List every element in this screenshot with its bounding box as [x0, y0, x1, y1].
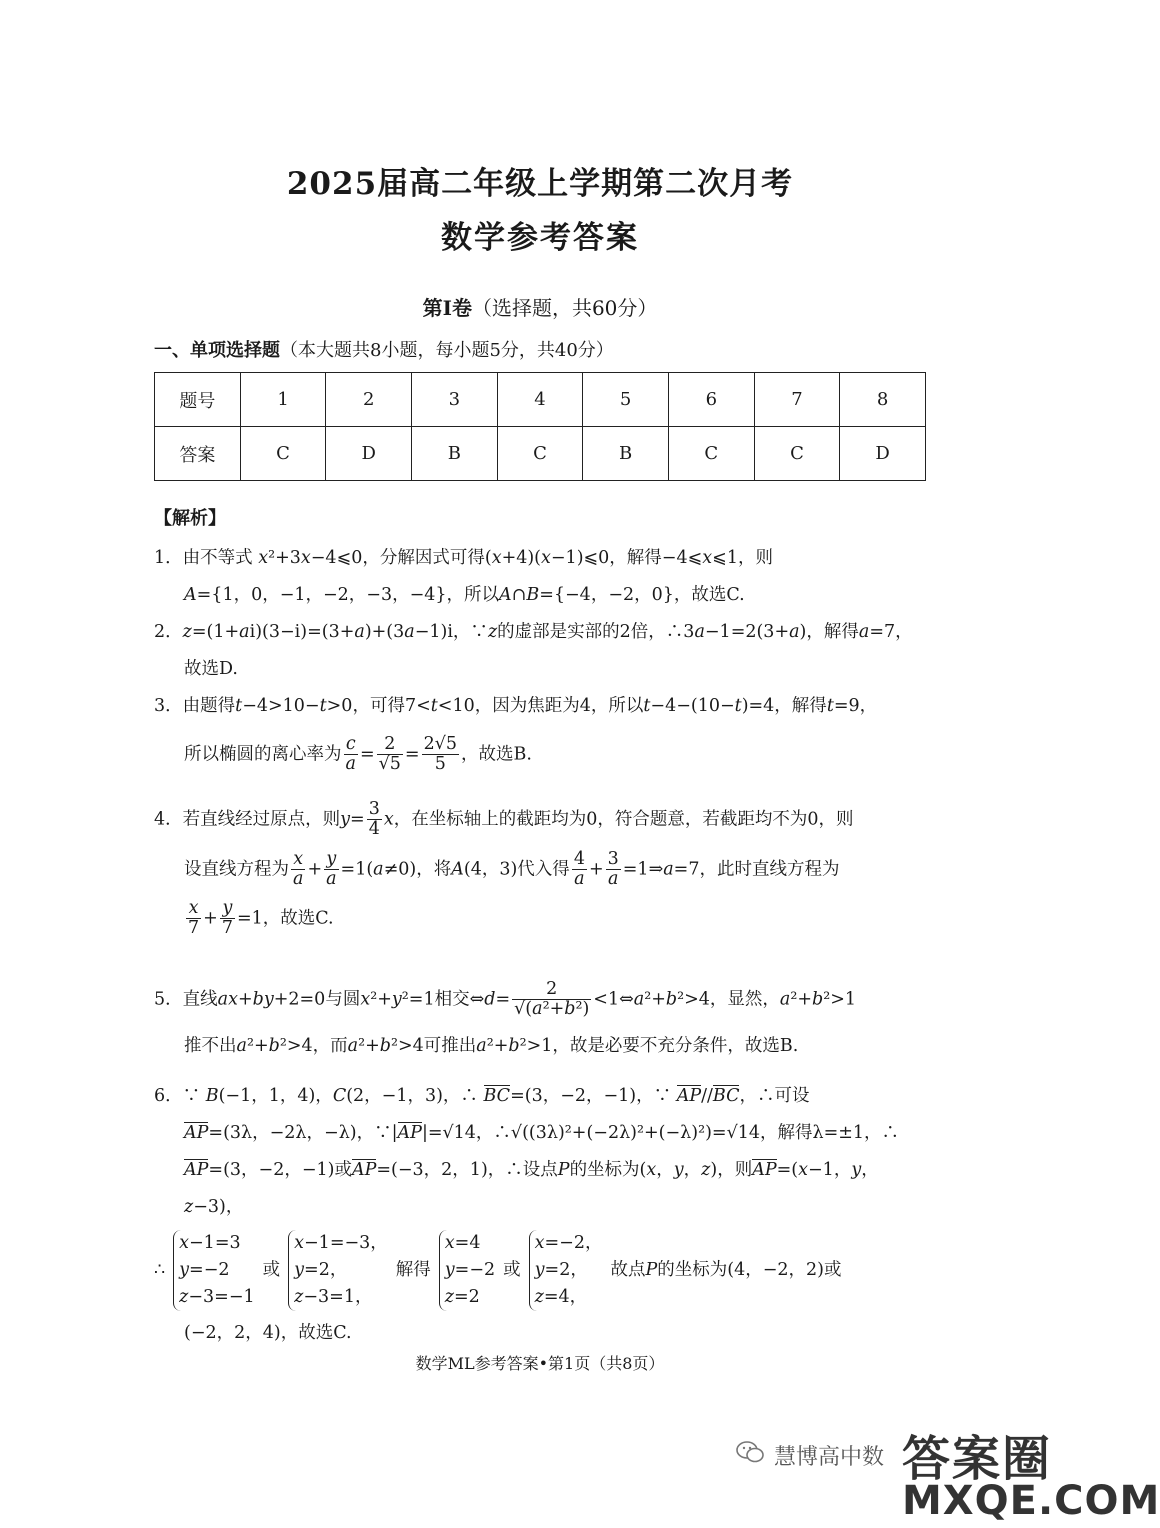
solution-4: 4．若直线经过原点，则y= $\frac{3}{4}$ x，在坐标轴上的截距均为0，符合题意，若截距均不为0，则 设直线方程为 $\frac{x}{a}$ + $\frac{y}{a}$ =1(a≠0)，将A(4，3)代入得 $\frac{4}{a}$ + $\frac{3}{a}$ =1⇒a=7，此时直线方程为 $\frac{x}{7}$ + $\frac{y}{7}$ =1，故选C.: [154, 799, 854, 939]
solution-3: 3．由题得t−4>10−t>0，可得7<t<10，因为焦距为4，所以t−4−(10−t)=4，解得t=9， 所以椭圆的离心率为 $\frac{c}{a}$ = $\frac{2}{√5}$ = $\frac{2√5}{5}$ ，故选B.: [154, 696, 878, 775]
table-cell: 8: [840, 373, 926, 427]
table-row-numbers: [155, 373, 926, 427]
table-cell: D: [326, 427, 412, 481]
watermark: [736, 1420, 1160, 1528]
table-cell: C: [240, 427, 326, 481]
page-subtitle: 数学参考答案: [441, 220, 639, 256]
solution-2: 2．z=(1+ai)(3−i)=(3+a)+(3a−1)i，∵z的虚部是实部的2倍，∴3a−1=2(3+a)，解得a=7， 故选D.: [154, 622, 913, 679]
table-cell: D: [840, 427, 926, 481]
solution-6: 6．∵ B(−1，1，4)，C(2，−1，3)，∴ BC=(3，−2，−1)，∵ AP//BC，∴可设 AP=(3λ，−2λ，−λ)，∵|AP|=√14，∴√((3λ)²+(−2λ)²+(−λ)²)=√14，解得λ=±1，∴ AP=(3，−2，−1)或AP=(−3，2，1)，∴设点P的坐标为(x，y，z)，则AP=(x−1，y，z−3)， ∴x−1=3 y=−2 z−3=−1或x−1=−3， y=2， z−3=1，解得x=4 y=−2 z=2或x=−2， y=2， z=4，故点P的坐标为(4，−2，2)或 (−2，2，4)，故选C.: [154, 1086, 900, 1343]
table-cell: 2: [326, 373, 412, 427]
table-cell: 5: [583, 373, 669, 427]
table-row-answers: [155, 427, 926, 481]
table-cell: B: [583, 427, 669, 481]
table-cell: 6: [668, 373, 754, 427]
solution-1: 1．由不等式 x²+3x−4⩽0，分解因式可得(x+4)(x−1)⩽0，解得−4⩽x⩽1，则 A={1，0，−1，−2，−3，−4}，所以A∩B={−4，−2，0}，故选C.: [154, 548, 773, 605]
table-cell: 7: [754, 373, 840, 427]
table-cell: C: [668, 427, 754, 481]
watermark-site: MXQE.COM: [902, 1478, 1160, 1524]
part-desc: （选择题，共60分）: [471, 296, 658, 320]
page-title: 2025届高二年级上学期第二次月考: [286, 166, 794, 202]
table-cell: B: [412, 427, 498, 481]
table-header-cell: 答案: [155, 427, 241, 481]
watermark-account: 慧博高中数: [774, 1445, 885, 1470]
part-heading: [0, 292, 1080, 321]
table-cell: 4: [497, 373, 583, 427]
page-footer: 数学ML参考答案•第1页（共8页）: [415, 1354, 665, 1373]
part-label: 第Ⅰ卷: [422, 296, 472, 320]
table-cell: 3: [412, 373, 498, 427]
table-cell: C: [754, 427, 840, 481]
solution-5: 5．直线ax+by+2=0与圆x²+y²=1相交⇔d= $\frac{2}{\text{√(a²+b²)}}$ <1⇔a²+b²>4，显然，a²+b²>1 推不出a²+b²>4，而a²+b²>4可推出a²+b²>1，故是必要不充分条件，故选B.: [154, 979, 857, 1056]
answer-table: [154, 372, 926, 481]
table-cell: 1: [240, 373, 326, 427]
section-label: 一、单项选择题: [154, 340, 280, 361]
section-heading: [154, 336, 614, 362]
table-cell: C: [497, 427, 583, 481]
analysis-heading: 【解析】: [154, 508, 226, 529]
watermark-logo: 答案圈: [902, 1431, 1053, 1487]
wechat-icon: [736, 1440, 764, 1464]
section-desc: （本大题共8小题，每小题5分，共40分）: [280, 340, 614, 361]
table-header-cell: 题号: [155, 373, 241, 427]
